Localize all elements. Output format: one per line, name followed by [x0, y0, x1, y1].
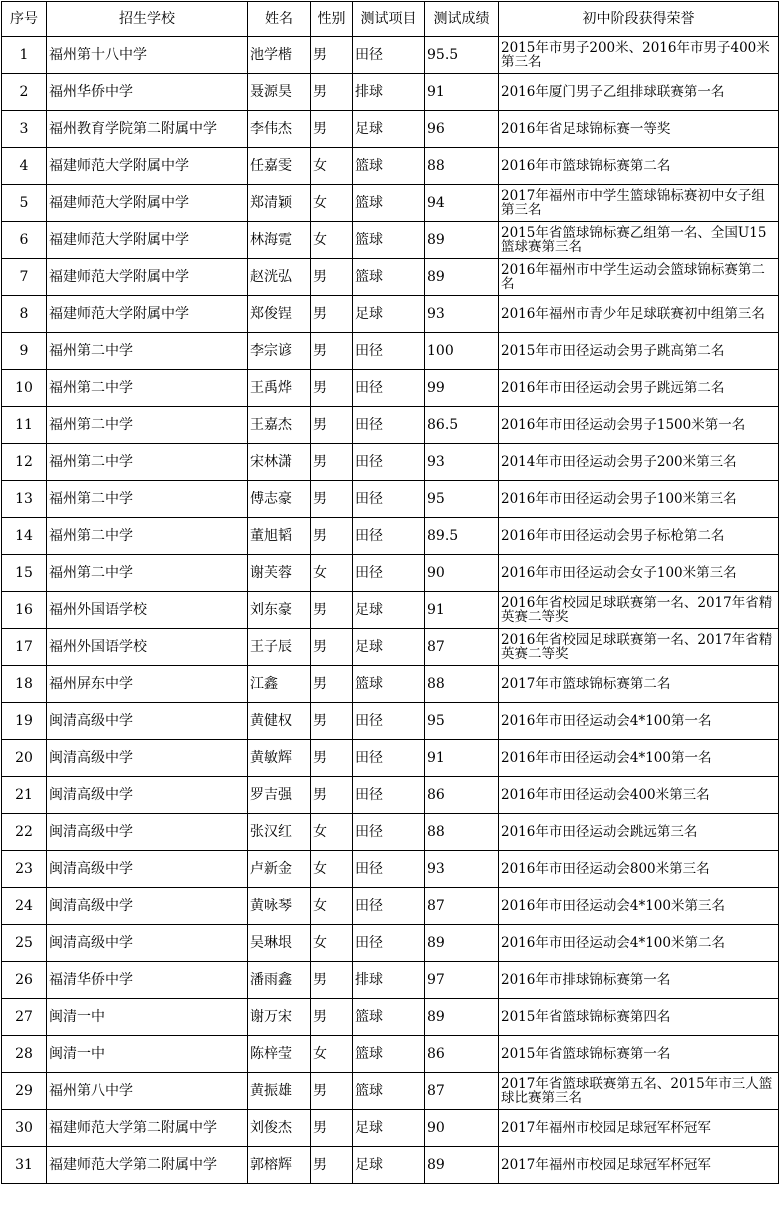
cell-honors: 2017年福州市校园足球冠军杯冠军	[499, 1110, 779, 1147]
cell-school: 福建师范大学附属中学	[47, 222, 248, 259]
table-body	[2, 37, 779, 1184]
cell-index: 11	[2, 407, 47, 444]
cell-honors: 2016年市篮球锦标赛第二名	[499, 148, 779, 185]
cell-gender: 女	[311, 814, 353, 851]
cell-honors: 2016年市田径运动会4*100第一名	[499, 703, 779, 740]
cell-school: 福建师范大学附属中学	[47, 185, 248, 222]
cell-school: 福州屏东中学	[47, 666, 248, 703]
cell-honors: 2016年市田径运动会男子1500米第一名	[499, 407, 779, 444]
header-honors: 初中阶段获得荣誉	[499, 2, 779, 37]
cell-index: 12	[2, 444, 47, 481]
header-gender: 性别	[311, 2, 353, 37]
cell-index: 31	[2, 1147, 47, 1184]
cell-school: 闽清高级中学	[47, 851, 248, 888]
cell-event: 田径	[353, 407, 425, 444]
cell-name: 黄健权	[248, 703, 311, 740]
table-row	[2, 888, 779, 925]
cell-honors: 2016年福州市中学生运动会篮球锦标赛第二名	[499, 259, 779, 296]
cell-name: 刘东豪	[248, 592, 311, 629]
cell-gender: 男	[311, 481, 353, 518]
cell-score: 93	[425, 444, 499, 481]
cell-gender: 男	[311, 740, 353, 777]
cell-gender: 女	[311, 925, 353, 962]
table-row	[2, 259, 779, 296]
cell-honors: 2017年福州市中学生篮球锦标赛初中女子组第三名	[499, 185, 779, 222]
cell-gender: 男	[311, 1073, 353, 1110]
cell-score: 89	[425, 999, 499, 1036]
cell-event: 篮球	[353, 666, 425, 703]
cell-gender: 男	[311, 703, 353, 740]
table-row	[2, 185, 779, 222]
cell-honors: 2017年福州市校园足球冠军杯冠军	[499, 1147, 779, 1184]
cell-index: 16	[2, 592, 47, 629]
cell-school: 福建师范大学第二附属中学	[47, 1110, 248, 1147]
cell-score: 88	[425, 814, 499, 851]
cell-event: 篮球	[353, 1036, 425, 1073]
table-row	[2, 814, 779, 851]
cell-score: 89	[425, 222, 499, 259]
cell-event: 足球	[353, 1110, 425, 1147]
cell-school: 福州第二中学	[47, 555, 248, 592]
cell-honors: 2016年省校园足球联赛第一名、2017年省精英赛二等奖	[499, 629, 779, 666]
cell-score: 96	[425, 111, 499, 148]
cell-name: 王嘉杰	[248, 407, 311, 444]
header-school: 招生学校	[47, 2, 248, 37]
cell-event: 田径	[353, 333, 425, 370]
cell-score: 87	[425, 888, 499, 925]
cell-school: 福建师范大学第二附属中学	[47, 1147, 248, 1184]
cell-school: 闽清高级中学	[47, 703, 248, 740]
cell-school: 福州第八中学	[47, 1073, 248, 1110]
cell-honors: 2016年市田径运动会男子100米第三名	[499, 481, 779, 518]
cell-score: 95	[425, 481, 499, 518]
cell-index: 15	[2, 555, 47, 592]
cell-score: 86.5	[425, 407, 499, 444]
cell-event: 田径	[353, 555, 425, 592]
cell-index: 22	[2, 814, 47, 851]
table-row	[2, 481, 779, 518]
cell-gender: 男	[311, 518, 353, 555]
cell-gender: 男	[311, 592, 353, 629]
cell-honors: 2016年市田径运动会女子100米第三名	[499, 555, 779, 592]
cell-index: 8	[2, 296, 47, 333]
cell-index: 21	[2, 777, 47, 814]
cell-event: 篮球	[353, 222, 425, 259]
cell-score: 95	[425, 703, 499, 740]
cell-score: 94	[425, 185, 499, 222]
cell-event: 足球	[353, 592, 425, 629]
cell-school: 福州外国语学校	[47, 629, 248, 666]
table-row	[2, 111, 779, 148]
cell-event: 篮球	[353, 148, 425, 185]
cell-gender: 男	[311, 296, 353, 333]
cell-event: 篮球	[353, 185, 425, 222]
table-row	[2, 925, 779, 962]
cell-event: 足球	[353, 1147, 425, 1184]
cell-score: 89	[425, 259, 499, 296]
cell-school: 福建师范大学附属中学	[47, 259, 248, 296]
cell-school: 福清华侨中学	[47, 962, 248, 999]
cell-index: 10	[2, 370, 47, 407]
cell-school: 闽清一中	[47, 999, 248, 1036]
cell-honors: 2016年市田径运动会跳远第三名	[499, 814, 779, 851]
cell-gender: 男	[311, 666, 353, 703]
cell-school: 闽清高级中学	[47, 814, 248, 851]
cell-event: 田径	[353, 37, 425, 74]
cell-index: 27	[2, 999, 47, 1036]
cell-honors: 2017年市篮球锦标赛第二名	[499, 666, 779, 703]
cell-name: 黄咏琴	[248, 888, 311, 925]
cell-name: 郑俊锃	[248, 296, 311, 333]
cell-score: 88	[425, 148, 499, 185]
cell-name: 王子辰	[248, 629, 311, 666]
cell-gender: 男	[311, 777, 353, 814]
cell-event: 排球	[353, 74, 425, 111]
cell-name: 林海霓	[248, 222, 311, 259]
table-row	[2, 999, 779, 1036]
cell-honors: 2015年市男子200米、2016年市男子400米第三名	[499, 37, 779, 74]
cell-honors: 2016年市田径运动会4*100米第二名	[499, 925, 779, 962]
table-row	[2, 1036, 779, 1073]
cell-gender: 女	[311, 555, 353, 592]
table-row	[2, 333, 779, 370]
cell-score: 87	[425, 1073, 499, 1110]
cell-event: 足球	[353, 296, 425, 333]
table-row	[2, 740, 779, 777]
cell-honors: 2016年市田径运动会400米第三名	[499, 777, 779, 814]
cell-name: 江鑫	[248, 666, 311, 703]
cell-score: 93	[425, 851, 499, 888]
table-row	[2, 962, 779, 999]
cell-event: 田径	[353, 740, 425, 777]
table-row	[2, 1073, 779, 1110]
cell-gender: 女	[311, 851, 353, 888]
cell-school: 闽清一中	[47, 1036, 248, 1073]
cell-index: 29	[2, 1073, 47, 1110]
cell-event: 田径	[353, 777, 425, 814]
cell-honors: 2016年市田径运动会男子标枪第二名	[499, 518, 779, 555]
cell-event: 田径	[353, 888, 425, 925]
cell-gender: 男	[311, 407, 353, 444]
cell-index: 23	[2, 851, 47, 888]
cell-gender: 男	[311, 37, 353, 74]
cell-honors: 2015年省篮球锦标赛乙组第一名、全国U15篮球赛第三名	[499, 222, 779, 259]
cell-honors: 2016年市田径运动会4*100米第三名	[499, 888, 779, 925]
table-row	[2, 703, 779, 740]
cell-school: 闽清高级中学	[47, 925, 248, 962]
cell-score: 86	[425, 777, 499, 814]
cell-index: 3	[2, 111, 47, 148]
cell-name: 赵洸弘	[248, 259, 311, 296]
cell-gender: 女	[311, 222, 353, 259]
cell-score: 88	[425, 666, 499, 703]
cell-score: 90	[425, 1110, 499, 1147]
cell-gender: 男	[311, 999, 353, 1036]
cell-school: 福州华侨中学	[47, 74, 248, 111]
table-row	[2, 74, 779, 111]
cell-index: 18	[2, 666, 47, 703]
cell-score: 91	[425, 74, 499, 111]
cell-score: 89.5	[425, 518, 499, 555]
cell-index: 20	[2, 740, 47, 777]
cell-gender: 男	[311, 962, 353, 999]
cell-index: 24	[2, 888, 47, 925]
table-row	[2, 37, 779, 74]
cell-name: 卢新金	[248, 851, 311, 888]
cell-score: 93	[425, 296, 499, 333]
cell-gender: 男	[311, 259, 353, 296]
cell-honors: 2016年省校园足球联赛第一名、2017年省精英赛二等奖	[499, 592, 779, 629]
table-row	[2, 629, 779, 666]
cell-school: 福州第二中学	[47, 333, 248, 370]
cell-school: 福建师范大学附属中学	[47, 296, 248, 333]
cell-event: 田径	[353, 814, 425, 851]
cell-index: 26	[2, 962, 47, 999]
cell-school: 福州第二中学	[47, 518, 248, 555]
cell-honors: 2016年福州市青少年足球联赛初中组第三名	[499, 296, 779, 333]
table-row	[2, 851, 779, 888]
cell-name: 黄敏辉	[248, 740, 311, 777]
cell-score: 91	[425, 740, 499, 777]
cell-event: 田径	[353, 703, 425, 740]
cell-name: 罗吉强	[248, 777, 311, 814]
honors-table	[1, 1, 779, 1184]
cell-index: 30	[2, 1110, 47, 1147]
cell-score: 100	[425, 333, 499, 370]
cell-gender: 女	[311, 888, 353, 925]
cell-score: 89	[425, 1147, 499, 1184]
cell-honors: 2015年省篮球锦标赛第一名	[499, 1036, 779, 1073]
cell-event: 足球	[353, 629, 425, 666]
header-name: 姓名	[248, 2, 311, 37]
cell-school: 闽清高级中学	[47, 888, 248, 925]
cell-name: 李宗谚	[248, 333, 311, 370]
cell-score: 86	[425, 1036, 499, 1073]
cell-name: 吴琳垠	[248, 925, 311, 962]
cell-index: 9	[2, 333, 47, 370]
cell-index: 1	[2, 37, 47, 74]
cell-school: 福州外国语学校	[47, 592, 248, 629]
cell-event: 田径	[353, 444, 425, 481]
cell-name: 李伟杰	[248, 111, 311, 148]
cell-index: 13	[2, 481, 47, 518]
cell-gender: 男	[311, 111, 353, 148]
cell-honors: 2016年市排球锦标赛第一名	[499, 962, 779, 999]
table-row	[2, 148, 779, 185]
cell-index: 6	[2, 222, 47, 259]
cell-event: 篮球	[353, 259, 425, 296]
cell-index: 17	[2, 629, 47, 666]
cell-gender: 男	[311, 74, 353, 111]
cell-honors: 2016年市田径运动会4*100第一名	[499, 740, 779, 777]
cell-name: 潘雨鑫	[248, 962, 311, 999]
table-row	[2, 518, 779, 555]
cell-score: 90	[425, 555, 499, 592]
cell-name: 郭榕辉	[248, 1147, 311, 1184]
cell-name: 刘俊杰	[248, 1110, 311, 1147]
cell-name: 郑清颖	[248, 185, 311, 222]
cell-name: 黄振雄	[248, 1073, 311, 1110]
cell-school: 闽清高级中学	[47, 777, 248, 814]
header-score: 测试成绩	[425, 2, 499, 37]
cell-name: 谢芙蓉	[248, 555, 311, 592]
cell-index: 7	[2, 259, 47, 296]
header-row	[2, 2, 779, 37]
cell-event: 篮球	[353, 999, 425, 1036]
cell-event: 篮球	[353, 1073, 425, 1110]
cell-event: 田径	[353, 518, 425, 555]
cell-gender: 男	[311, 333, 353, 370]
cell-event: 田径	[353, 370, 425, 407]
cell-event: 田径	[353, 481, 425, 518]
cell-index: 14	[2, 518, 47, 555]
cell-gender: 男	[311, 1110, 353, 1147]
cell-index: 2	[2, 74, 47, 111]
table-row	[2, 555, 779, 592]
table-row	[2, 407, 779, 444]
table-row	[2, 296, 779, 333]
cell-honors: 2016年市田径运动会男子跳远第二名	[499, 370, 779, 407]
cell-index: 19	[2, 703, 47, 740]
cell-event: 田径	[353, 925, 425, 962]
cell-index: 5	[2, 185, 47, 222]
cell-honors: 2015年省篮球锦标赛第四名	[499, 999, 779, 1036]
cell-gender: 男	[311, 629, 353, 666]
cell-name: 池学楷	[248, 37, 311, 74]
cell-score: 99	[425, 370, 499, 407]
cell-name: 董旭韬	[248, 518, 311, 555]
cell-gender: 男	[311, 1147, 353, 1184]
cell-event: 田径	[353, 851, 425, 888]
cell-name: 张汉红	[248, 814, 311, 851]
cell-honors: 2016年省足球锦标赛一等奖	[499, 111, 779, 148]
table-row	[2, 592, 779, 629]
cell-event: 足球	[353, 111, 425, 148]
cell-school: 福建师范大学附属中学	[47, 148, 248, 185]
cell-index: 4	[2, 148, 47, 185]
cell-index: 25	[2, 925, 47, 962]
cell-name: 聂源昊	[248, 74, 311, 111]
cell-honors: 2017年省篮球联赛第五名、2015年市三人篮球比赛第三名	[499, 1073, 779, 1110]
table-row	[2, 777, 779, 814]
table-row	[2, 222, 779, 259]
cell-school: 福州教育学院第二附属中学	[47, 111, 248, 148]
cell-index: 28	[2, 1036, 47, 1073]
cell-score: 87	[425, 629, 499, 666]
header-event: 测试项目	[353, 2, 425, 37]
cell-name: 陈梓莹	[248, 1036, 311, 1073]
table-row	[2, 444, 779, 481]
table-row	[2, 370, 779, 407]
cell-school: 福州第二中学	[47, 481, 248, 518]
cell-gender: 男	[311, 370, 353, 407]
cell-gender: 女	[311, 1036, 353, 1073]
cell-honors: 2016年市田径运动会800米第三名	[499, 851, 779, 888]
cell-score: 97	[425, 962, 499, 999]
cell-score: 89	[425, 925, 499, 962]
cell-score: 91	[425, 592, 499, 629]
cell-name: 谢万宋	[248, 999, 311, 1036]
cell-school: 福州第十八中学	[47, 37, 248, 74]
table-row	[2, 1147, 779, 1184]
cell-gender: 女	[311, 185, 353, 222]
cell-school: 福州第二中学	[47, 407, 248, 444]
cell-gender: 男	[311, 444, 353, 481]
cell-school: 闽清高级中学	[47, 740, 248, 777]
cell-name: 宋林潇	[248, 444, 311, 481]
cell-honors: 2015年市田径运动会男子跳高第二名	[499, 333, 779, 370]
table-row	[2, 666, 779, 703]
cell-event: 排球	[353, 962, 425, 999]
cell-gender: 女	[311, 148, 353, 185]
header-index: 序号	[2, 2, 47, 37]
table-row	[2, 1110, 779, 1147]
cell-name: 傅志豪	[248, 481, 311, 518]
cell-name: 王禹烨	[248, 370, 311, 407]
cell-honors: 2014年市田径运动会男子200米第三名	[499, 444, 779, 481]
cell-honors: 2016年厦门男子乙组排球联赛第一名	[499, 74, 779, 111]
cell-name: 任嘉雯	[248, 148, 311, 185]
cell-school: 福州第二中学	[47, 370, 248, 407]
cell-score: 95.5	[425, 37, 499, 74]
cell-school: 福州第二中学	[47, 444, 248, 481]
